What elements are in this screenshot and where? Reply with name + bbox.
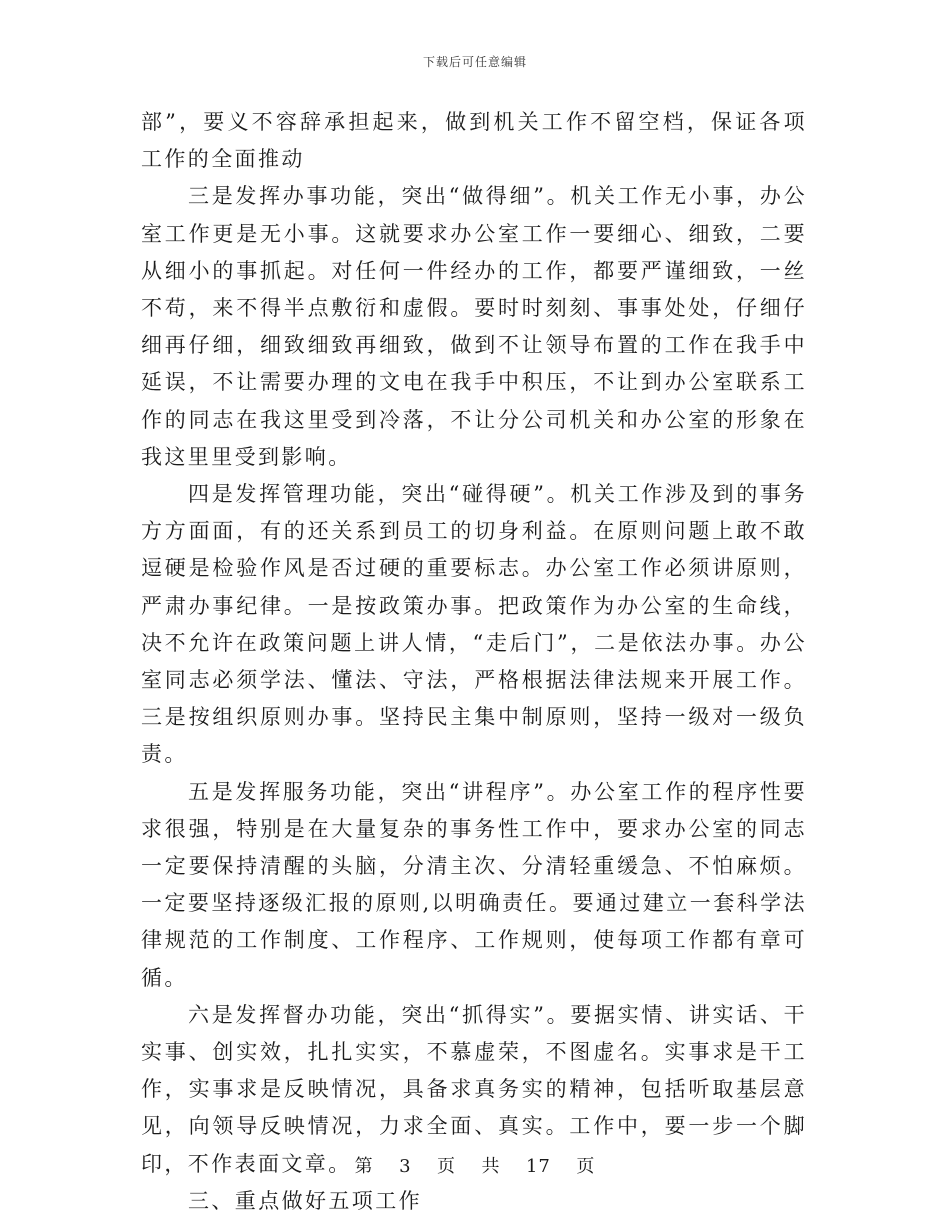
- paragraph-point-six: 六是发挥督办功能，突出“抓得实”。要据实情、讲实话、干实事、创实效，扎扎实实，不慕虚荣，不图虚名。实事求是干工作，实事求是反映情况，具备求真务实的精神，包括听取基层意见，向领导反映情况，力求全面、真实。工作中，要一步一个脚印，不作表面文章。: [141, 1002, 807, 1176]
- page-header: 下载后可任意编辑: [422, 55, 527, 69]
- footer-page-label: 第: [354, 1156, 374, 1177]
- paragraph-point-three: 三是发挥办事功能，突出“做得细”。机关工作无小事，办公室工作更是无小事。这就要求办公室工作一要细心、细致，二要从细小的事抓起。对任何一件经办的工作，都要严谨细致，一丝不苟，来不得半点敷衍和虚假。要时时刻刻、事事处处，仔细仔细再仔细，细致细致再细致，做到不让领导布置的工作在我手中延误，不让需要办理的文电在我手中积压，不让到办公室联系工作的同志在我这里受到冷落，不让分公司机关和办公室的形象在我这里里受到影响。: [141, 184, 807, 469]
- footer-page-unit: 页: [437, 1156, 457, 1177]
- page-footer: [0, 1152, 950, 1178]
- footer-current-page: 3: [399, 1156, 412, 1177]
- document-body: [141, 104, 807, 1220]
- paragraph-point-five: 五是发挥服务功能，突出“讲程序”。办公室工作的程序性要求很强，特别是在大量复杂的事务性工作中，要求办公室的同志一定要保持清醒的头脑，分清主次、分清轻重缓急、不怕麻烦。一定要坚持逐级汇报的原则,以明确责任。要通过建立一套科学法律规范的工作制度、工作程序、工作规则，使每项工作都有章可循。: [141, 779, 807, 990]
- footer-total-label: 共: [481, 1156, 501, 1177]
- paragraph-continuation: 部”，要义不容辞承担起来，做到机关工作不留空档，保证各项工作的全面推动: [141, 110, 807, 172]
- paragraph-point-four: 四是发挥管理功能，突出“碰得硬”。机关工作涉及到的事务方方面面，有的还关系到员工的切身利益。在原则问题上敢不敢逗硬是检验作风是否过硬的重要标志。办公室工作必须讲原则，严肃办事纪律。一是按政策办事。把政策作为办公室的生命线，决不允许在政策问题上讲人情，“走后门”，二是依法办事。办公室同志必须学法、懂法、守法，严格根据法律法规来开展工作。三是按组织原则办事。坚持民主集中制原则，坚持一级对一级负责。: [141, 482, 807, 767]
- footer-total-unit: 页: [576, 1156, 596, 1177]
- footer-total-pages: 17: [525, 1156, 551, 1177]
- section-heading: 三、重点做好五项工作: [188, 1188, 422, 1213]
